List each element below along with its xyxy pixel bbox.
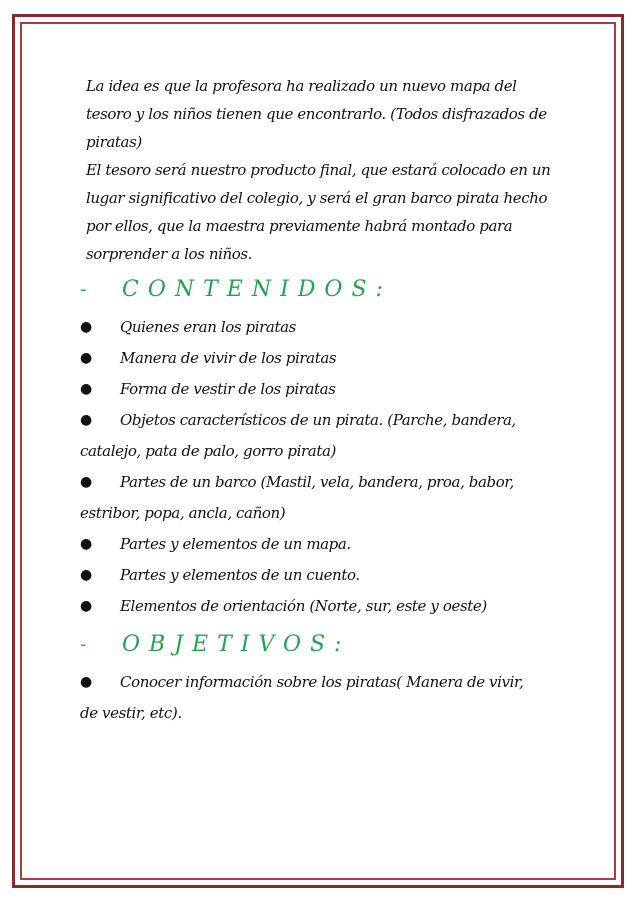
heading-title: OBJETIVOS:: [122, 631, 351, 657]
heading-dash: -: [80, 278, 87, 300]
heading-dash: -: [80, 633, 87, 655]
list-item: [80, 375, 556, 403]
list-item-continuation: estribor, popa, ancla, cañon): [80, 504, 286, 522]
bullet-icon: ●: [80, 381, 93, 397]
list-item-text: Partes y elementos de un mapa.: [120, 535, 351, 553]
list-item: [80, 668, 556, 696]
text-line: por ellos, que la maestra previamente habrá montado para: [86, 217, 513, 235]
bullet-icon: ●: [80, 350, 93, 366]
bullet-icon: ●: [80, 598, 93, 614]
contenidos-list: [80, 313, 556, 620]
bullet-icon: ●: [80, 474, 93, 490]
list-item-text: Manera de vivir de los piratas: [120, 349, 337, 367]
bullet-icon: ●: [80, 567, 93, 583]
text-line: La idea es que la profesora ha realizado un nuevo mapa del: [86, 77, 517, 95]
list-item-text: Conocer información sobre los piratas( Manera de vivir,: [120, 673, 524, 691]
list-item-text: Objetos característicos de un pirata. (Parche, bandera,: [120, 411, 516, 429]
objetivos-list: [80, 668, 556, 727]
heading-title: CONTENIDOS:: [122, 276, 392, 302]
text-line: El tesoro será nuestro producto final, que estará colocado en un: [86, 161, 551, 179]
objetivos-heading: [80, 623, 556, 665]
text-line: sorprender a los niños.: [86, 245, 253, 263]
list-item-text: Forma de vestir de los piratas: [120, 380, 336, 398]
contenidos-heading: [80, 268, 556, 310]
list-item-text: Elementos de orientación (Norte, sur, este y oeste): [120, 597, 487, 615]
list-item-text: Quienes eran los piratas: [120, 318, 296, 336]
text-line: lugar significativo del colegio, y será el gran barco pirata hecho: [86, 189, 548, 207]
list-item: [80, 530, 556, 558]
list-item-text: Partes y elementos de un cuento.: [120, 566, 360, 584]
document-body: [80, 72, 556, 727]
intro-paragraph-2: [86, 156, 556, 268]
list-item: [80, 344, 556, 372]
list-item: [80, 561, 556, 589]
list-item: [80, 592, 556, 620]
text-line: piratas): [86, 133, 142, 151]
list-item-continuation: catalejo, pata de palo, gorro pirata): [80, 442, 336, 460]
list-item-continuation: de vestir, etc).: [80, 704, 182, 722]
text-line: tesoro y los niños tienen que encontrarlo. (Todos disfrazados de: [86, 105, 547, 123]
bullet-icon: ●: [80, 319, 93, 335]
bullet-icon: ●: [80, 412, 93, 428]
list-item: [80, 313, 556, 341]
bullet-icon: ●: [80, 674, 93, 690]
bullet-icon: ●: [80, 536, 93, 552]
list-item: [80, 406, 556, 434]
list-item: [80, 468, 556, 496]
list-item-text: Partes de un barco (Mastil, vela, bandera, proa, babor,: [120, 473, 514, 491]
intro-paragraph-1: [86, 72, 556, 156]
